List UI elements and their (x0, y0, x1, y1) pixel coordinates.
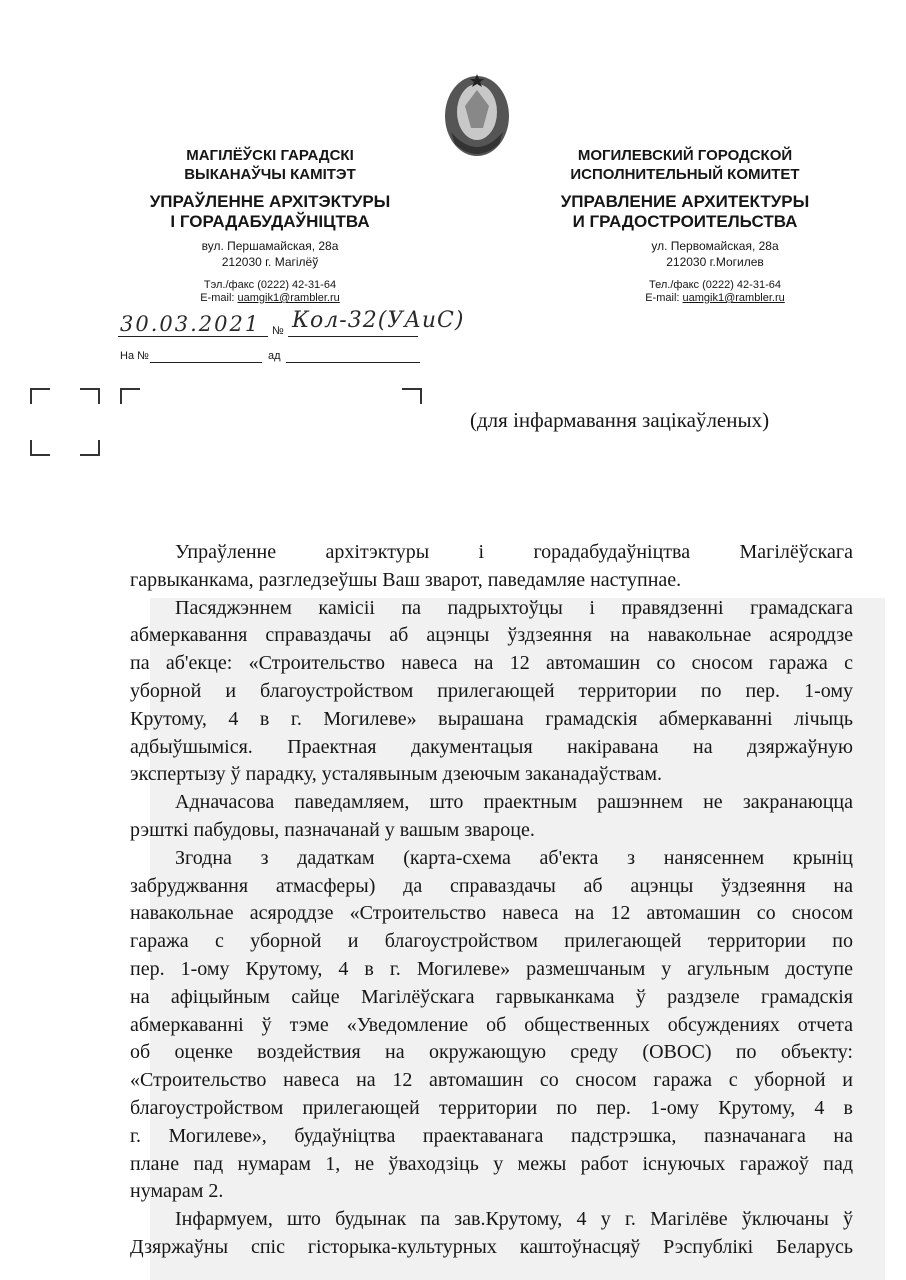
number-underline (288, 336, 418, 337)
paragraph-line: экспертызу ў парадку, усталявыным дзеючым заканадаўствам. (130, 763, 663, 786)
email-label: E-mail: (200, 292, 238, 304)
paragraph-line: нумарам 2. (130, 1180, 224, 1203)
paragraph-line: благоустройством прилегающей территории по пер. 1-ому Крутому, 4 в (130, 1096, 853, 1119)
address-street: вул. Першамайская, 28а (201, 239, 339, 253)
paragraph-line: «Строительство навеса на 12 автомашин со сносом гаража с уборной и (130, 1069, 853, 1092)
paragraph-line: Упраўленне архітэктуры і горадабудаўніцтва Магілёўскага (175, 541, 853, 563)
paragraph-line: г. Могилеве», будаўніцтва праектаванага падстрэшка, пазначанага на (130, 1124, 853, 1147)
paragraph-line: па аб'екце: «Строительство навеса на 12 автомашин со сносом гаража с (130, 652, 853, 675)
email-link[interactable]: uamgik1@rambler.ru (682, 292, 785, 304)
paragraph-line: Адначасова паведамляем, што праектным рашэннем не закранаюцца (175, 791, 853, 814)
handwritten-date: 30.03.2021 (120, 312, 261, 336)
dept-name-line-2: И ГРАДОСТРОИТЕЛЬСТВА (572, 212, 798, 231)
paragraph-line: уборной и благоустройством прилегающей территории по пер. 1-ому (130, 679, 853, 702)
reference-label: На № (120, 350, 149, 362)
org-name-line-1: МОГИЛЕВСКИЙ ГОРОДСКОЙ (577, 147, 793, 164)
paragraph-line: Інфармуем, што будынак па зав.Крутому, 4 у г. Магілёве ўключаны ў (175, 1208, 853, 1231)
paragraph-line: рэшткі пабудовы, пазначанай у вашым звароце. (130, 818, 535, 841)
letter-body (130, 539, 853, 1262)
phone: Тел./факс (0222) 42-31-64 (649, 279, 781, 291)
address-street: ул. Первомайская, 28а (651, 239, 779, 253)
paragraph-line: адбыўшыміся. Праектная дакументацыя накіравана на дзяржаўную (130, 735, 853, 758)
header-belarusian (120, 146, 420, 305)
paragraph-line: Крутому, 4 в г. Могилеве» вырашана грамадскія абмеркаванні лічыць (130, 707, 853, 730)
number-label: № (272, 325, 284, 337)
address-city: 212030 г.Могилев (666, 255, 764, 269)
paragraph (130, 789, 853, 845)
state-emblem-icon (443, 72, 511, 158)
paragraph (130, 845, 853, 1206)
paragraph-line: навакольнае асяроддзе «Строительство навеса на 12 автомашин со сносом (130, 902, 853, 925)
header-russian (530, 146, 840, 305)
corner-mark (80, 440, 100, 456)
email-label: E-mail: (645, 292, 683, 304)
reference-from-label: ад (268, 350, 281, 362)
date-underline (118, 336, 268, 337)
address-city: 212030 г. Магілёў (221, 255, 319, 269)
paragraph-line: гаража с уборной и благоустройством прилегающей территории по (130, 930, 853, 953)
org-name-line-2: ИСПОЛНИТЕЛЬНЫЙ КОМИТЕТ (570, 166, 800, 183)
addressee-note: (для інфармавання зацікаўленых) (470, 408, 770, 432)
corner-mark (80, 388, 100, 404)
corner-mark (30, 440, 50, 456)
dept-name-line-2: І ГОРАДАБУДАЎНІЦТВА (170, 212, 370, 231)
paragraph (130, 539, 853, 595)
org-name-line-2: ВЫКАНАЎЧЫ КАМІТЭТ (184, 166, 356, 183)
paragraph-line: забруджвання атмасферы) да справаздачы аб ацэнцы ўздзеяння на (130, 874, 853, 897)
reference-date-line (286, 362, 420, 363)
paragraph-line: абмеркавання справаздачы аб ацэнцы ўздзеяння на навакольнае асяроддзе (130, 624, 853, 647)
dept-name-line-1: УПРАВЛЕНИЕ АРХИТЕКТУРЫ (560, 192, 810, 211)
email-line (530, 292, 840, 305)
email-line (120, 292, 420, 305)
paragraph-line: об оценке воздействия на окружающую среду (ОВОС) по объекту: (130, 1041, 853, 1064)
email-link[interactable]: uamgik1@rambler.ru (237, 292, 340, 304)
address-bracket-left (120, 388, 140, 404)
paragraph-line: Дзяржаўны спіс гісторыка-культурных каштоўнасцяў Рэспублікі Беларусь (130, 1235, 853, 1258)
paragraph-line: Згодна з дадаткам (карта-схема аб'екта з нанясеннем крыніц (175, 846, 853, 869)
dept-name-line-1: УПРАЎЛЕННЕ АРХІТЭКТУРЫ (149, 192, 391, 211)
corner-mark (30, 388, 50, 404)
paragraph (130, 1206, 853, 1262)
paragraph-line: Пасяджэннем камісіі па падрыхтоўцы і правядзенні грамадскага (175, 596, 853, 619)
paragraph-line: пер. 1-ому Крутому, 4 в г. Могилеве» размешчаным у агульным доступе (130, 957, 853, 980)
paragraph (130, 595, 853, 790)
paragraph-line: плане пад нумарам 1, не ўваходзіць у межы работ існуючых гаражоў пад (130, 1152, 853, 1175)
paragraph-line: гарвыканкама, разгледзеўшы Ваш зварот, паведамляе наступнае. (130, 568, 682, 591)
handwritten-reg-number: Кол-32(УАиС) (292, 308, 465, 333)
org-name-line-1: МАГІЛЁЎСКІ ГАРАДСКІ (186, 147, 354, 164)
reference-number-line (150, 362, 262, 363)
address-bracket-right (402, 388, 422, 404)
paragraph-line: абмеркаванні ў тэме «Уведомление об общественных обсуждениях отчета (130, 1013, 853, 1036)
paragraph-line: на афіцыйным сайце Магілёўскага гарвыканкама ў раздзеле грамадскія (130, 985, 853, 1008)
phone: Тэл./факс (0222) 42-31-64 (203, 279, 337, 291)
